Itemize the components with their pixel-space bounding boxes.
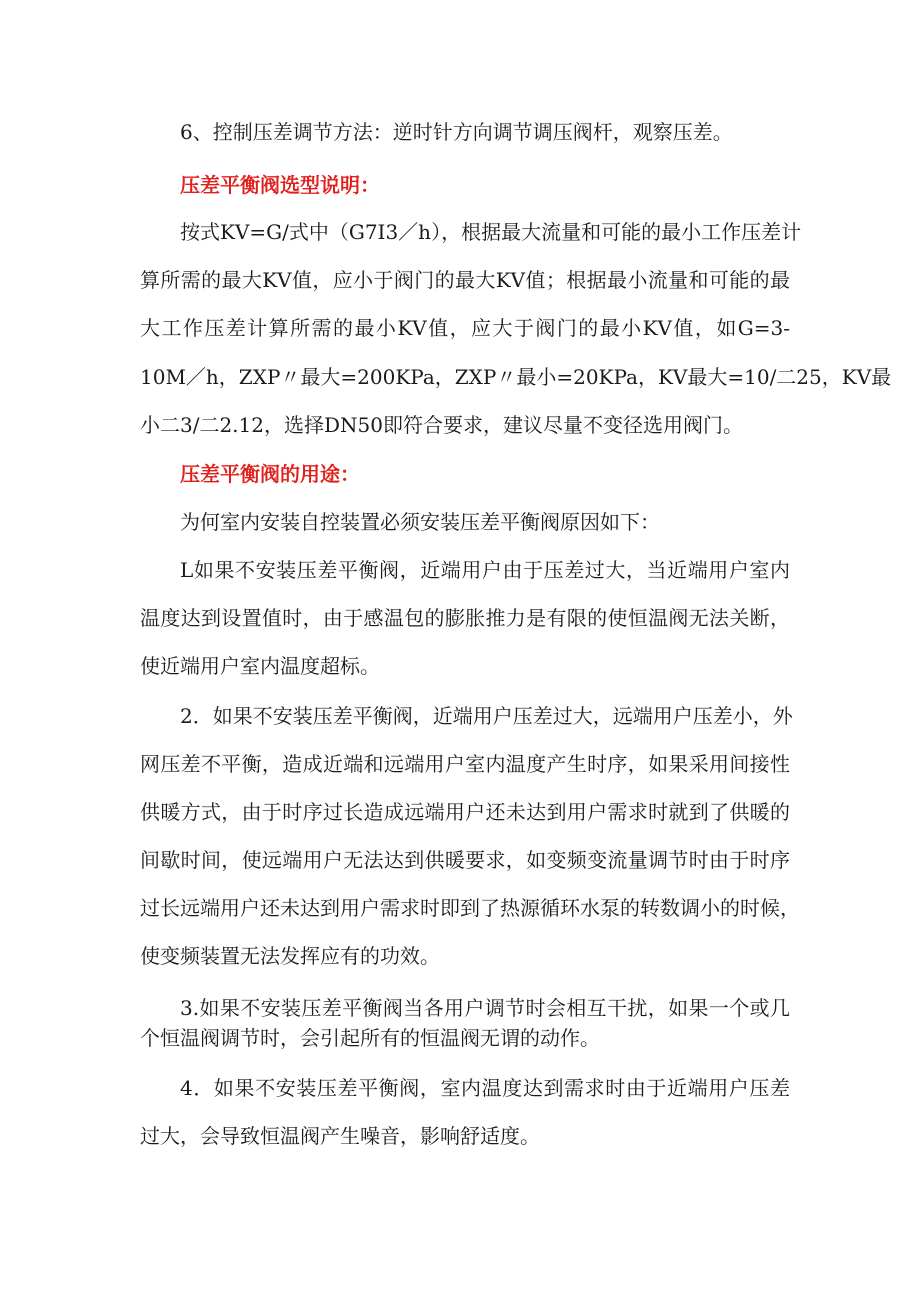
text-line: 4．如果不安装压差平衡阀，室内温度达到需求时由于近端用户压差 [180, 1076, 790, 1100]
text-line: 小二3/二2.12，选择DN50即符合要求，建议尽量不变径选用阀门。 [140, 413, 743, 437]
heading-usage: 压差平衡阀的用途： [180, 462, 360, 486]
text-line: 按式KV=G/式中（G7I3／h），根据最大流量和可能的最小工作压差计 [180, 220, 802, 244]
text-line: 过长远端用户还未达到用户需求时即到了热源循环水泵的转数调小的时候， [140, 896, 800, 920]
paragraph-adjust-method [180, 120, 790, 144]
heading-selection-notes: 压差平衡阀选型说明： [180, 173, 380, 197]
text-line: L如果不安装压差平衡阀，近端用户由于压差过大，当近端用户室内 [180, 558, 790, 582]
text-line: 6、控制压差调节方法：逆时针方向调节调压阀杆，观察压差。 [180, 120, 733, 144]
text-line: 算所需的最大KV值，应小于阀门的最大KV值；根据最小流量和可能的最 [140, 268, 790, 292]
text-line: 大工作压差计算所需的最小KV值，应大于阀门的最小KV值，如G=3- [140, 316, 790, 340]
text-line: 10M／h，ZXP〃最大=200KPa，ZXP〃最小=20KPa，KV最大=10/二25，KV最 [140, 365, 892, 389]
text-line: 网压差不平衡，造成近端和远端用户室内温度产生时序，如果采用间接性 [140, 752, 790, 776]
text-line: 温度达到设置值时，由于感温包的膨胀推力是有限的使恒温阀无法关断， [140, 606, 790, 630]
text-line: 间歇时间，使远端用户无法达到供暖要求，如变频变流量调节时由于时序 [140, 848, 790, 872]
text-line: 2．如果不安装压差平衡阀，近端用户压差过大，远端用户压差小，外 [180, 704, 793, 728]
text-line: 使变频装置无法发挥应有的功效。 [140, 944, 440, 968]
text-line: 个恒温阀调节时，会引起所有的恒温阀无谓的动作。 [140, 1026, 600, 1050]
text-line: 为何室内安装自控装置必须安装压差平衡阀原因如下： [180, 510, 660, 534]
text-line: 供暖方式，由于时序过长造成远端用户还未达到用户需求时就到了供暖的 [140, 800, 790, 824]
text-line: 3.如果不安装压差平衡阀当各用户调节时会相互干扰，如果一个或几 [180, 996, 790, 1020]
text-line: 使近端用户室内温度超标。 [140, 654, 380, 678]
text-line: 过大，会导致恒温阀产生噪音，影响舒适度。 [140, 1124, 540, 1148]
